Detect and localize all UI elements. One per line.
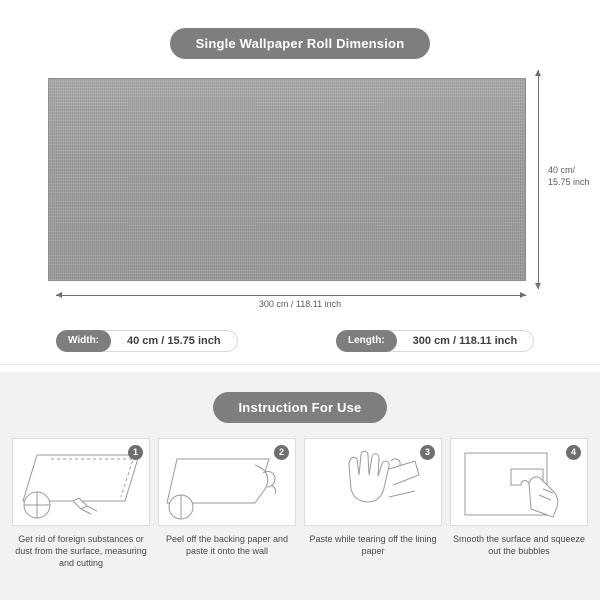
step-3-illustration bbox=[304, 438, 442, 526]
step-3-caption: Paste while tearing off the lining paper bbox=[309, 534, 437, 556]
width-dimension-line bbox=[56, 295, 526, 296]
spec-row bbox=[0, 330, 600, 354]
step-1-caption: Get rid of foreign substances or dust from the surface, measuring and cutting bbox=[15, 534, 147, 568]
step-3-number: 3 bbox=[420, 445, 435, 460]
step-4-caption: Smooth the surface and squeeze out the bubbles bbox=[452, 534, 586, 556]
spec-length bbox=[336, 330, 534, 352]
instruction-title-wrap bbox=[0, 392, 600, 423]
section-divider bbox=[0, 364, 600, 365]
wallpaper-roll-graphic bbox=[48, 78, 526, 281]
height-dimension-label: 40 cm/ 15.75 inch bbox=[548, 165, 590, 187]
spec-length-value: 300 cm / 118.11 inch bbox=[412, 335, 518, 347]
width-dimension-label: 300 cm / 118.11 inch bbox=[258, 299, 342, 309]
step-2-number: 2 bbox=[274, 445, 289, 460]
step-4-number: 4 bbox=[566, 445, 581, 460]
step-1-illustration bbox=[12, 438, 150, 526]
spec-width-key: Width: bbox=[56, 330, 111, 352]
instruction-title: Instruction For Use bbox=[213, 392, 388, 423]
spec-length-key: Length: bbox=[336, 330, 397, 352]
instruction-steps bbox=[12, 438, 588, 569]
step-2-caption: Peel off the backing paper and paste it onto the wall bbox=[166, 534, 288, 556]
instruction-step bbox=[304, 438, 442, 569]
step-4-illustration bbox=[450, 438, 588, 526]
instruction-step bbox=[12, 438, 150, 569]
spec-width-value: 40 cm / 15.75 inch bbox=[127, 335, 221, 347]
height-dimension-line bbox=[538, 70, 539, 289]
instruction-section bbox=[0, 372, 600, 600]
dimension-title-wrap bbox=[0, 28, 600, 59]
step-1-number: 1 bbox=[128, 445, 143, 460]
step-2-illustration bbox=[158, 438, 296, 526]
spec-width bbox=[56, 330, 238, 352]
instruction-step bbox=[158, 438, 296, 569]
dimension-title: Single Wallpaper Roll Dimension bbox=[170, 28, 431, 59]
instruction-step bbox=[450, 438, 588, 569]
